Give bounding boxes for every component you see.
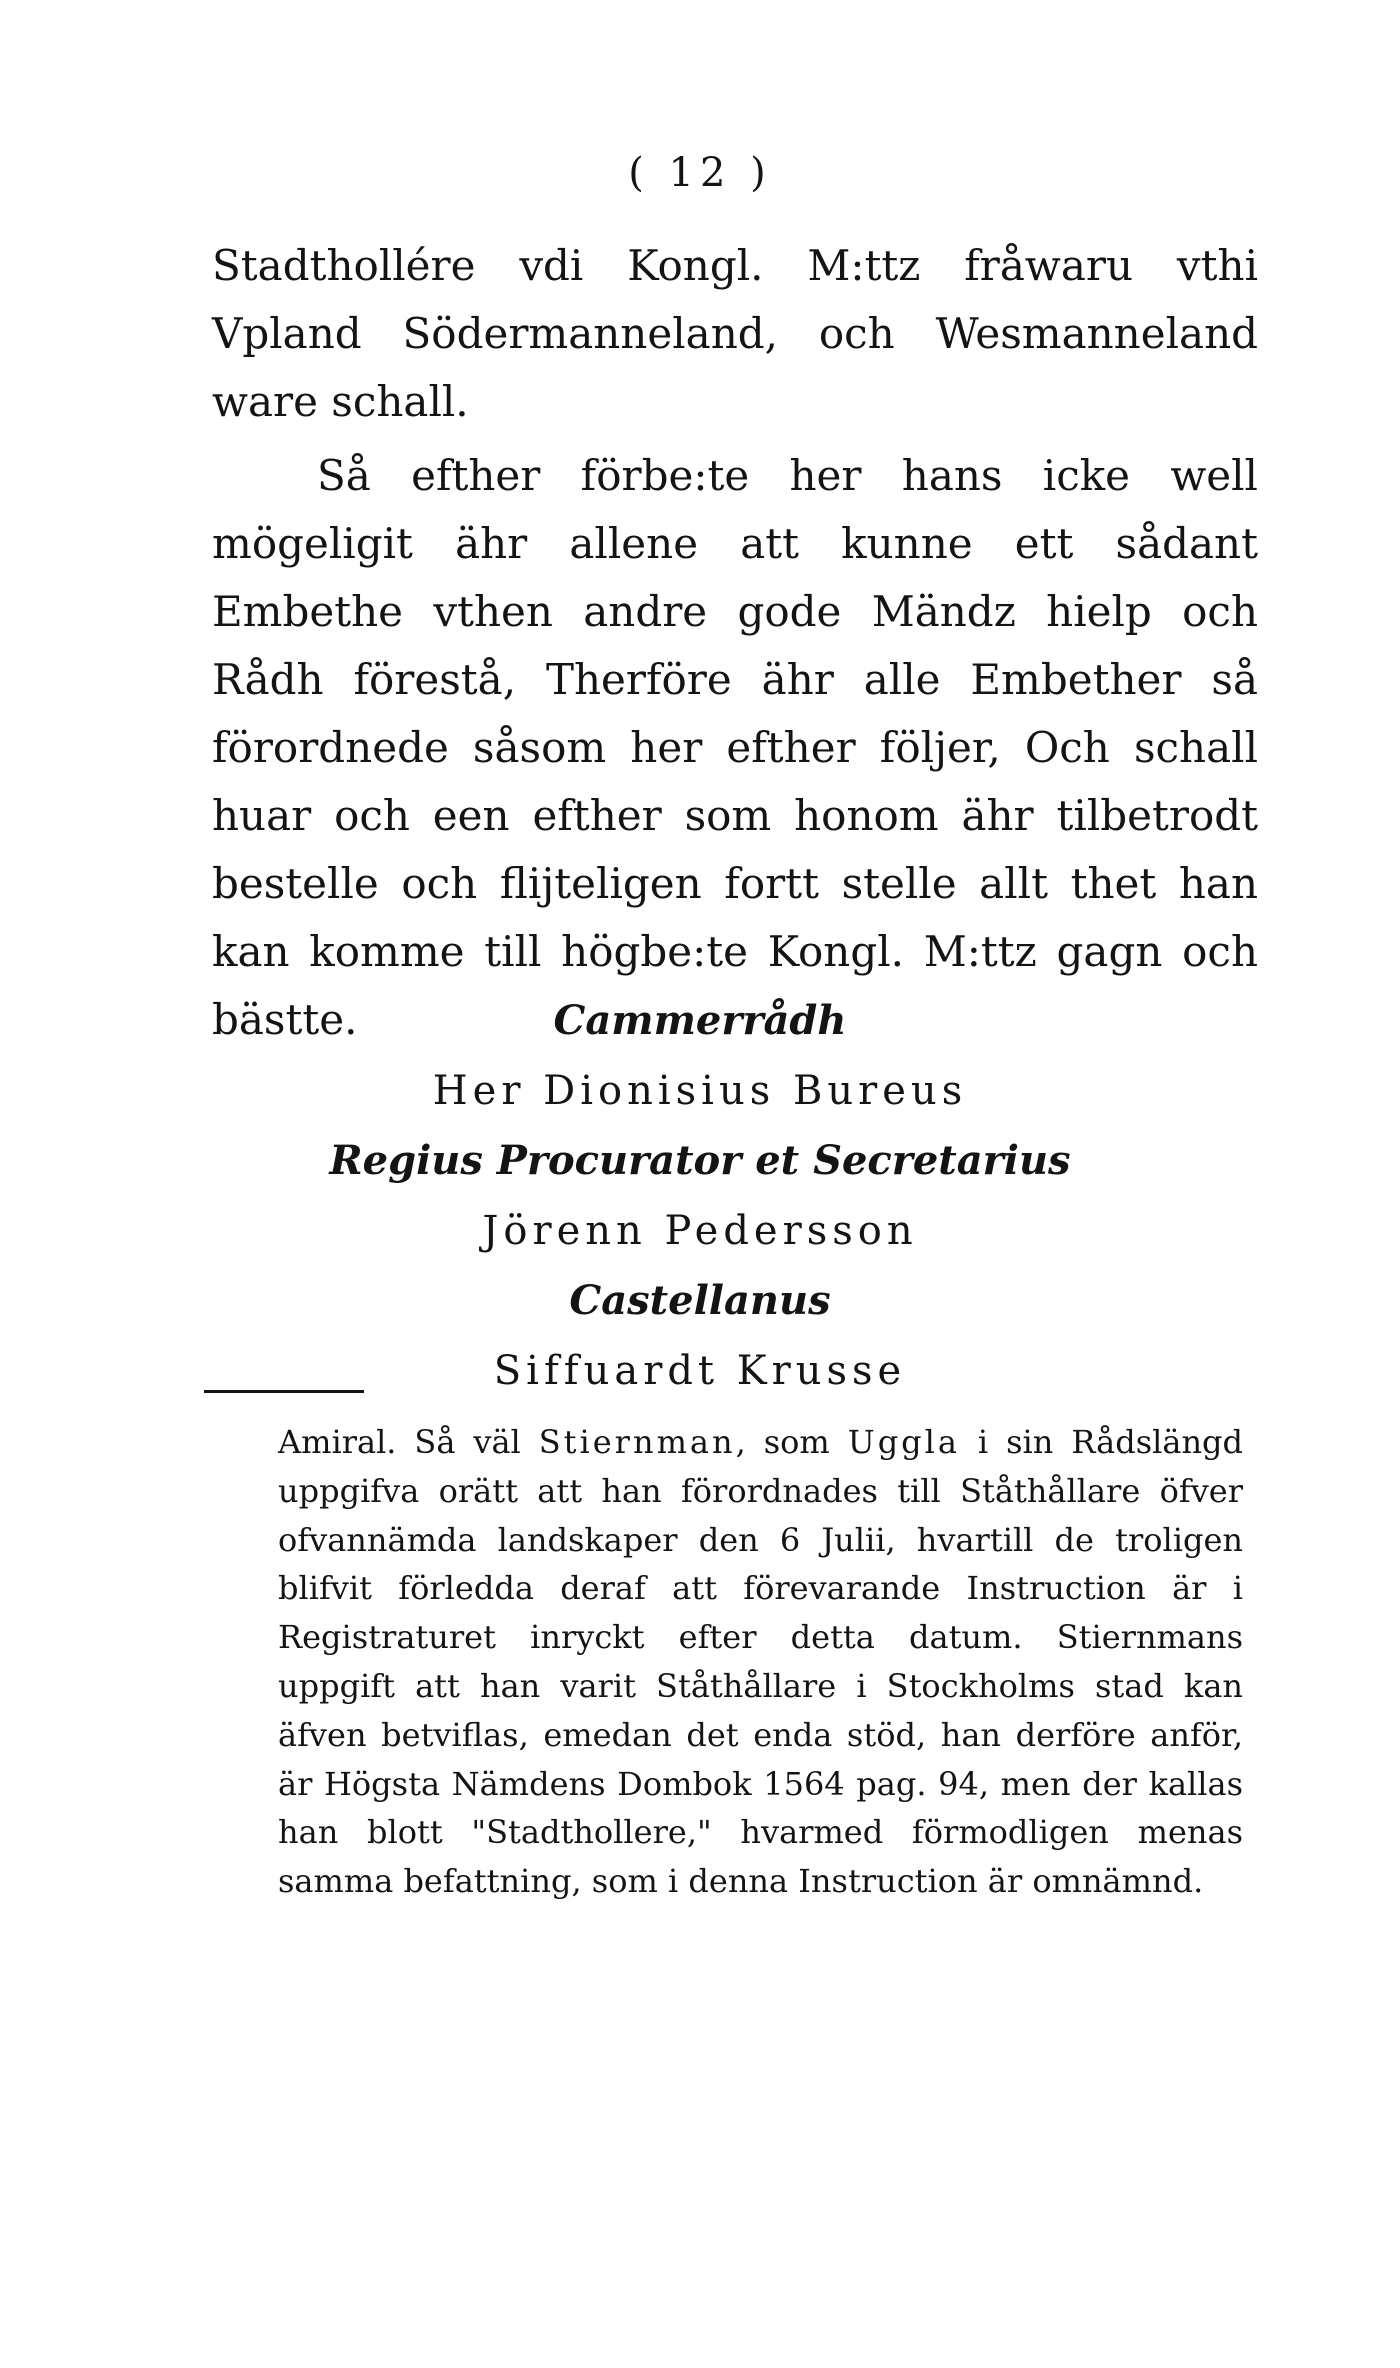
officials-list — [0, 986, 1400, 1406]
paragraph: Så efther förbe:te her hans icke well mögeligit ähr allene att kunne ett sådant Embethe vthen andre gode Mändz hielp och Rådh förestå, Therföre ähr alle Embether så förordnede såsom her efther följer, Och schall huar och een efther som honom ähr tilbetrodt bestelle och flijteligen fortt stelle allt thet han kan komme till högbe:te Kongl. M:ttz gagn och bästte. — [212, 451, 1258, 1044]
office-title: Castellanus — [569, 1277, 831, 1324]
footnote-author-name: Stiernman — [538, 1423, 736, 1461]
footnote-divider — [204, 1390, 364, 1393]
office-title: Cammerrådh — [553, 997, 847, 1044]
office-title: Regius Procurator et Secretarius — [329, 1137, 1071, 1184]
page-number: ( 12 ) — [628, 150, 772, 196]
footnote-text: , som — [735, 1423, 848, 1461]
official-name: Her Dionisius Bureus — [432, 1068, 968, 1114]
main-text — [212, 232, 1258, 1054]
footnote — [278, 1418, 1243, 1906]
footnote-author-name: Uggla — [847, 1423, 960, 1461]
official-name: Jörenn Pedersson — [482, 1208, 918, 1254]
official-name: Siffuardt Krusse — [493, 1348, 907, 1394]
footnote-text: i sin Rådslängd uppgifva orätt att han förordnades till Ståthållare öfver ofvannämda landskaper den 6 Julii, hvartill de troligen blifvit förledda deraf att förevarande Instruction är i Registraturet inryckt efter detta datum. Stiernmans uppgift att han varit Ståthållare i Stockholms stad kan äfven betviflas, emedan det enda stöd, han derföre anför, är Högsta Nämdens Dombok 1564 pag. 94, men der kallas han blott "Stadthollere," hvarmed förmodligen menas samma befattning, som i denna Instruction är omnämnd. — [278, 1423, 1244, 1901]
footnote-text: Amiral. Så väl — [278, 1423, 539, 1461]
paragraph: Stadthollére vdi Kongl. M:ttz fråwaru vthi Vpland Södermanneland, och Wesmanneland ware schall. — [212, 241, 1258, 426]
